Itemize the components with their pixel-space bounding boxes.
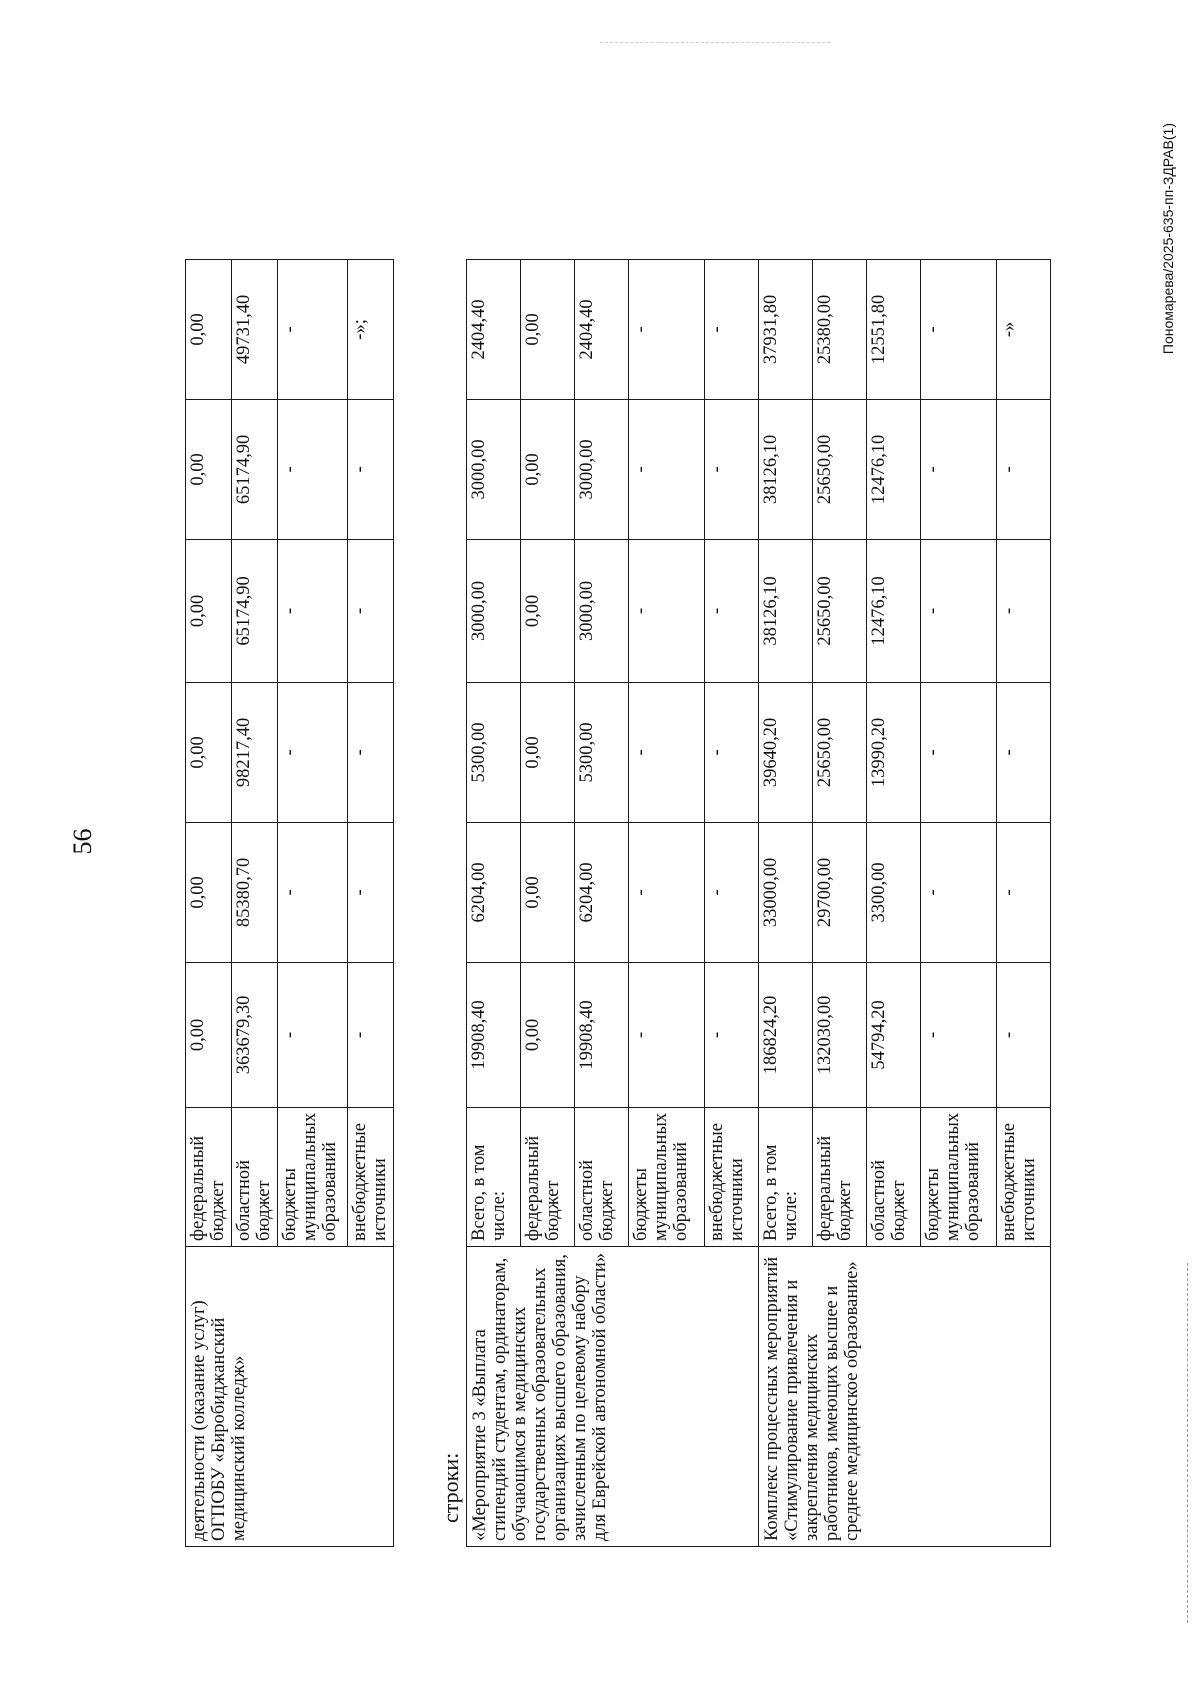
funding-source: Всего, в том числе: [759, 1107, 813, 1246]
value-cell: - [629, 682, 705, 822]
value-cell: 0,00 [521, 822, 575, 962]
value-cell: 98217,40 [232, 682, 278, 822]
funding-source: областной бюджет [867, 1107, 921, 1246]
funding-source: Всего, в том числе: [467, 1107, 521, 1246]
value-cell: - [921, 259, 997, 399]
funding-source: областной бюджет [575, 1107, 629, 1246]
value-cell: 363679,30 [232, 962, 278, 1107]
value-cell: 0,00 [521, 399, 575, 539]
value-cell: 12476,10 [867, 399, 921, 539]
value-cell: 6204,00 [467, 822, 521, 962]
value-cell: 0,00 [521, 259, 575, 399]
value-cell: 6204,00 [575, 822, 629, 962]
funding-source: внебюджетные источники [997, 1107, 1051, 1246]
value-cell: 0,00 [186, 259, 232, 399]
value-cell: - [997, 399, 1051, 539]
value-cell: 25650,00 [813, 399, 867, 539]
value-cell: - [705, 822, 759, 962]
value-cell: 54794,20 [867, 962, 921, 1107]
value-cell: 3000,00 [467, 539, 521, 682]
value-cell: - [921, 539, 997, 682]
value-cell: - [921, 962, 997, 1107]
value-cell: - [348, 682, 394, 822]
table-row [467, 259, 521, 1546]
value-cell: 5300,00 [575, 682, 629, 822]
value-cell: 2404,40 [575, 259, 629, 399]
value-cell: 3000,00 [575, 399, 629, 539]
funding-source: бюджеты муниципальных образований [278, 1107, 348, 1246]
value-cell: - [705, 259, 759, 399]
section-label: строки: [438, 1452, 463, 1523]
activity-title: Комплекс процессных мероприятий «Стимулирование привлечения и закрепления медицинских работников, имеющих высшее и среднее медицинское образование» [759, 1247, 1051, 1547]
activity-title: деятельности (оказание услуг) ОГПОБУ «Биробиджанский медицинский колледж» [186, 1247, 394, 1547]
value-cell: 39640,20 [759, 682, 813, 822]
value-cell: - [705, 399, 759, 539]
value-cell: 37931,80 [759, 259, 813, 399]
value-cell: 38126,10 [759, 539, 813, 682]
table-row [759, 259, 813, 1546]
value-cell: 65174,90 [232, 539, 278, 682]
value-cell: 19908,40 [575, 962, 629, 1107]
value-cell: 0,00 [186, 682, 232, 822]
value-cell: - [278, 682, 348, 822]
value-cell: 0,00 [521, 539, 575, 682]
value-cell: 5300,00 [467, 682, 521, 822]
value-cell: - [921, 682, 997, 822]
value-cell: 0,00 [186, 539, 232, 682]
footer-divider [1187, 1263, 1188, 1623]
value-cell: 25650,00 [813, 682, 867, 822]
value-cell: - [921, 399, 997, 539]
value-cell: - [278, 539, 348, 682]
value-cell: 186824,20 [759, 962, 813, 1107]
value-cell: - [997, 539, 1051, 682]
value-cell: 2404,40 [467, 259, 521, 399]
value-cell: 13990,20 [867, 682, 921, 822]
value-cell: 65174,90 [232, 399, 278, 539]
value-cell: 49731,40 [232, 259, 278, 399]
value-cell: 0,00 [186, 399, 232, 539]
value-cell: - [278, 399, 348, 539]
value-cell: - [629, 539, 705, 682]
budget-table-new-rows [466, 259, 1051, 1547]
funding-source: бюджеты муниципальных образований [629, 1107, 705, 1246]
value-cell: - [997, 822, 1051, 962]
value-cell: 0,00 [521, 962, 575, 1107]
funding-source: федеральный бюджет [186, 1107, 232, 1246]
table-row [186, 259, 232, 1546]
value-cell: - [348, 399, 394, 539]
value-cell: - [921, 822, 997, 962]
value-cell: - [278, 259, 348, 399]
value-cell: - [705, 962, 759, 1107]
value-cell: - [629, 962, 705, 1107]
funding-source: федеральный бюджет [813, 1107, 867, 1246]
value-cell: 19908,40 [467, 962, 521, 1107]
value-cell: - [348, 962, 394, 1107]
value-cell: 33000,00 [759, 822, 813, 962]
page-number: 56 [68, 828, 97, 855]
value-cell: 12476,10 [867, 539, 921, 682]
value-cell: - [629, 822, 705, 962]
document-reference: Пономарева/2025-635-пп-ЗДРАВ(1) [1160, 123, 1176, 355]
value-cell: 12551,80 [867, 259, 921, 399]
value-cell: - [278, 962, 348, 1107]
value-cell: 0,00 [186, 962, 232, 1107]
value-cell: 0,00 [521, 682, 575, 822]
funding-source: внебюджетные источники [348, 1107, 394, 1246]
value-cell: - [348, 822, 394, 962]
value-cell: - [348, 539, 394, 682]
value-cell: 3000,00 [575, 539, 629, 682]
value-cell: - [278, 822, 348, 962]
value-cell: 132030,00 [813, 962, 867, 1107]
value-cell: - [629, 399, 705, 539]
value-cell: -»; [348, 259, 394, 399]
value-cell: - [997, 682, 1051, 822]
value-cell: 38126,10 [759, 399, 813, 539]
funding-source: федеральный бюджет [521, 1107, 575, 1246]
value-cell: - [629, 259, 705, 399]
value-cell: 85380,70 [232, 822, 278, 962]
value-cell: - [705, 682, 759, 822]
activity-title: «Мероприятие 3 «Выплата стипендий студентам, ординаторам, обучающимся в медицинских государственных образовательных организациях высшего образования, зачисленным по целевому набору для Еврейской автономной области» [467, 1247, 759, 1547]
funding-source: областной бюджет [232, 1107, 278, 1246]
value-cell: 29700,00 [813, 822, 867, 962]
value-cell: 25650,00 [813, 539, 867, 682]
scan-artifact-line [600, 42, 830, 43]
value-cell: - [705, 539, 759, 682]
budget-table-continued [185, 259, 394, 1547]
value-cell: 3300,00 [867, 822, 921, 962]
value-cell: -» [997, 259, 1051, 399]
value-cell: - [997, 962, 1051, 1107]
value-cell: 0,00 [186, 822, 232, 962]
value-cell: 25380,00 [813, 259, 867, 399]
funding-source: бюджеты муниципальных образований [921, 1107, 997, 1246]
value-cell: 3000,00 [467, 399, 521, 539]
funding-source: внебюджетные источники [705, 1107, 759, 1246]
